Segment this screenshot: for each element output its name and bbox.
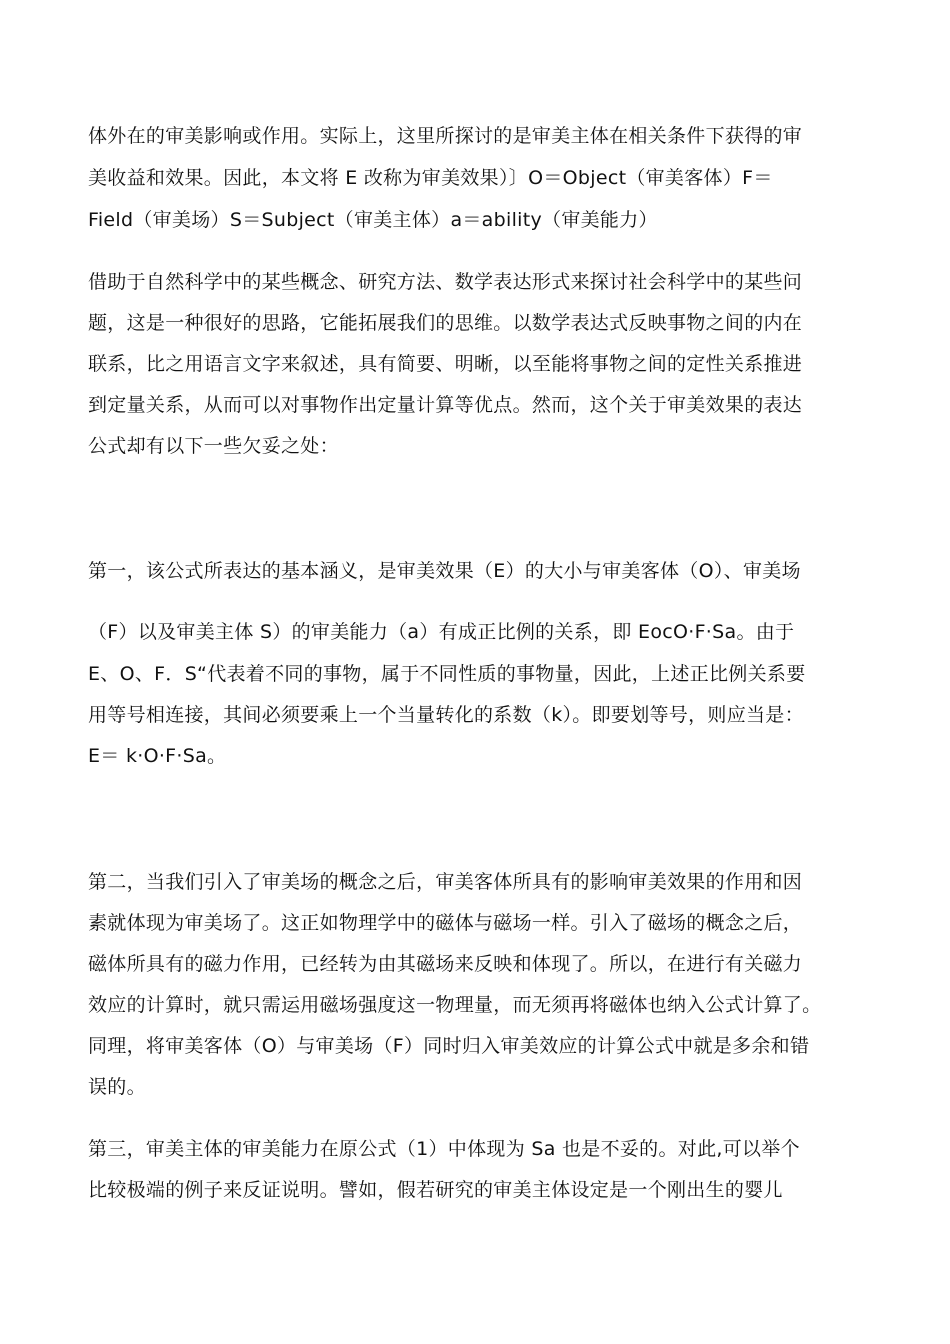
text-line: 比较极端的例子来反证说明。譬如，假若研究的审美主体设定是一个刚出生的婴儿 [88, 1179, 783, 1201]
text-line: 第二，当我们引入了审美场的概念之后，审美客体所具有的影响审美效果的作用和因 [88, 871, 803, 893]
text-line: 误的。 [88, 1076, 146, 1098]
text-line: 效应的计算时，就只需运用磁场强度这一物理量，而无须再将磁体也纳入公式计算了。 [88, 994, 822, 1016]
text-line: 同理，将审美客体（O）与审美场（F）同时归入审美效应的计算公式中就是多余和错 [88, 1035, 810, 1057]
text-line: 借助于自然科学中的某些概念、研究方法、数学表达形式来探讨社会科学中的某些问 [88, 271, 803, 293]
text-line: 磁体所具有的磁力作用，已经转为由其磁场来反映和体现了。所以，在进行有关磁力 [88, 953, 803, 975]
text-line: 到定量关系，从而可以对事物作出定量计算等优点。然而，这个关于审美效果的表达 [88, 394, 803, 416]
text-line: 美收益和效果。因此，本文将 E 改称为审美效果）〕O＝Object（审美客体）F＝ [88, 167, 773, 189]
text-line: （F）以及审美主体 S）的审美能力（a）有成正比例的关系，即 EocO·F·Sa。由于 [88, 621, 795, 643]
text-line: E、O、F．S“代表着不同的事物，属于不同性质的事物量，因此，上述正比例关系要 [88, 663, 806, 685]
text-line: 联系，比之用语言文字来叙述，具有简要、明晰，以至能将事物之间的定性关系推进 [88, 353, 803, 375]
text-line: 体外在的审美影响或作用。实际上，这里所探讨的是审美主体在相关条件下获得的审 [88, 125, 803, 147]
text-line: Field（审美场）S＝Subject（审美主体）a＝ability（审美能力） [88, 209, 658, 231]
text-line: 第一，该公式所表达的基本涵义，是审美效果（E）的大小与审美客体（O）、审美场 [88, 560, 801, 582]
text-line: E＝ k·O·F·Sa。 [88, 745, 227, 767]
text-line: 公式却有以下一些欠妥之处： [88, 435, 339, 457]
text-line: 用等号相连接，其间必须要乘上一个当量转化的系数（k）。即要划等号，则应当是： [88, 704, 804, 726]
text-line: 题，这是一种很好的思路，它能拓展我们的思维。以数学表达式反映事物之间的内在 [88, 312, 803, 334]
text-line: 素就体现为审美场了。这正如物理学中的磁体与磁场一样。引入了磁场的概念之后， [88, 912, 803, 934]
text-line: 第三，审美主体的审美能力在原公式（1）中体现为 Sa 也是不妥的。对此,可以举个 [88, 1138, 800, 1160]
